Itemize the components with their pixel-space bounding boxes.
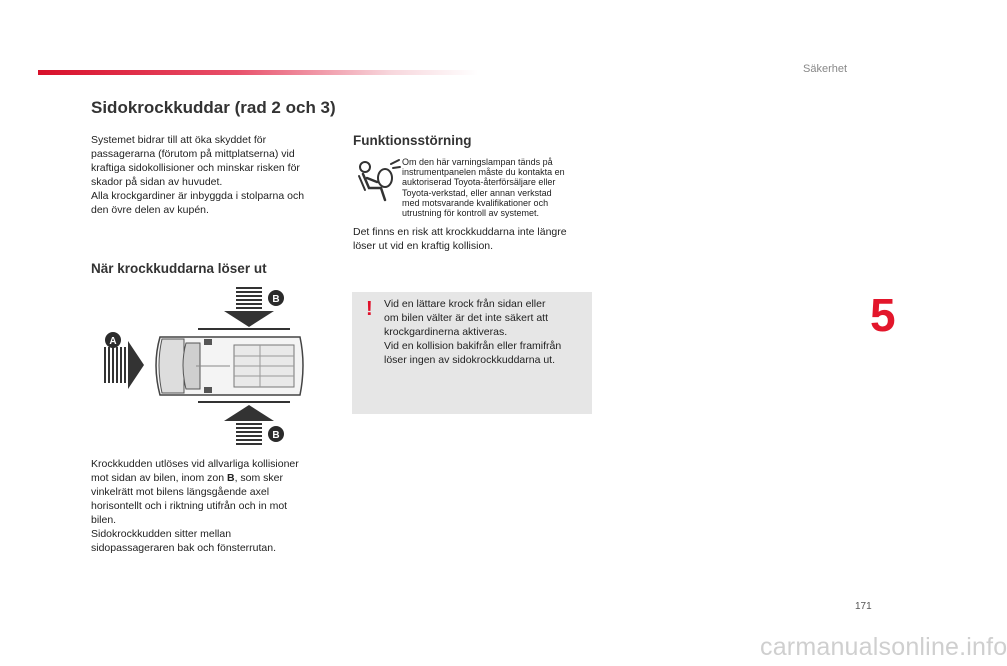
zone-b-inline: B xyxy=(227,472,235,484)
deploy-paragraph xyxy=(91,457,341,555)
zone-label-a xyxy=(105,332,121,348)
malfunction-heading: Funktionsstörning xyxy=(353,133,472,148)
impact-arrow-bottom xyxy=(224,405,274,445)
svg-text:A: A xyxy=(109,336,117,347)
zone-label-b-top xyxy=(268,290,284,306)
page-number: 171 xyxy=(855,601,872,612)
risk-paragraph: Det finns en risk att krockkuddarna inte längre löser ut vid en kraftig kollision. xyxy=(353,226,567,252)
chapter-number: 5 xyxy=(870,289,896,341)
lamp-description: Om den här varningslampan tänds på instrumentpanelen måste du kontakta en auktoriserad Toyota-återförsäljare eller Toyota-verkstad, eller annan verkstad med motsvarande kvalifikationer och utrustning för kontroll av systemet. xyxy=(402,157,565,219)
deploy-line-2-pre: mot sidan av bilen, inom zon xyxy=(91,472,227,484)
section-label: Säkerhet xyxy=(803,63,848,75)
watermark: carmanualsonline.info xyxy=(760,633,1007,661)
deploy-heading: När krockkuddarna löser ut xyxy=(91,261,267,276)
page-title: Sidokrockkuddar (rad 2 och 3) xyxy=(91,98,336,117)
deploy-rest: vinkelrätt mot bilens längsgående axel horisontellt och i riktning utifrån och in mot bilen. Sidokrockkudden sitter mellan sidopassageraren bak och fönsterrutan. xyxy=(91,486,288,554)
svg-text:B: B xyxy=(272,430,280,441)
intro-paragraph: Systemet bidrar till att öka skyddet för passagerarna (förutom på mittplatserna) vid kraftiga sidokollisioner och minskar risken för skador på sidan av huvudet. Alla krockgardiner är inbyggda i stolparna och den övre delen av kupén. xyxy=(91,134,305,216)
zone-label-b-bottom xyxy=(268,426,284,442)
svg-text:B: B xyxy=(272,294,280,305)
warning-icon: ! xyxy=(366,298,373,320)
side-impact-diagram xyxy=(100,285,300,445)
impact-arrow-left xyxy=(104,341,144,389)
warning-text: Vid en lättare krock från sidan eller om bilen välter är det inte säkert att krockgardinerna aktiveras. Vid en kollision bakifrån eller framifrån löser ingen av sidokrockkuddarna ut. xyxy=(384,298,562,366)
header-accent-bar xyxy=(38,70,478,75)
deploy-line-1: Krockkudden utlöses vid allvarliga kollisioner xyxy=(91,458,299,470)
car-top-view xyxy=(156,329,303,402)
impact-arrow-top xyxy=(224,287,274,327)
airbag-warning-lamp-icon xyxy=(355,158,401,202)
deploy-line-2-post: , som sker xyxy=(234,472,284,484)
